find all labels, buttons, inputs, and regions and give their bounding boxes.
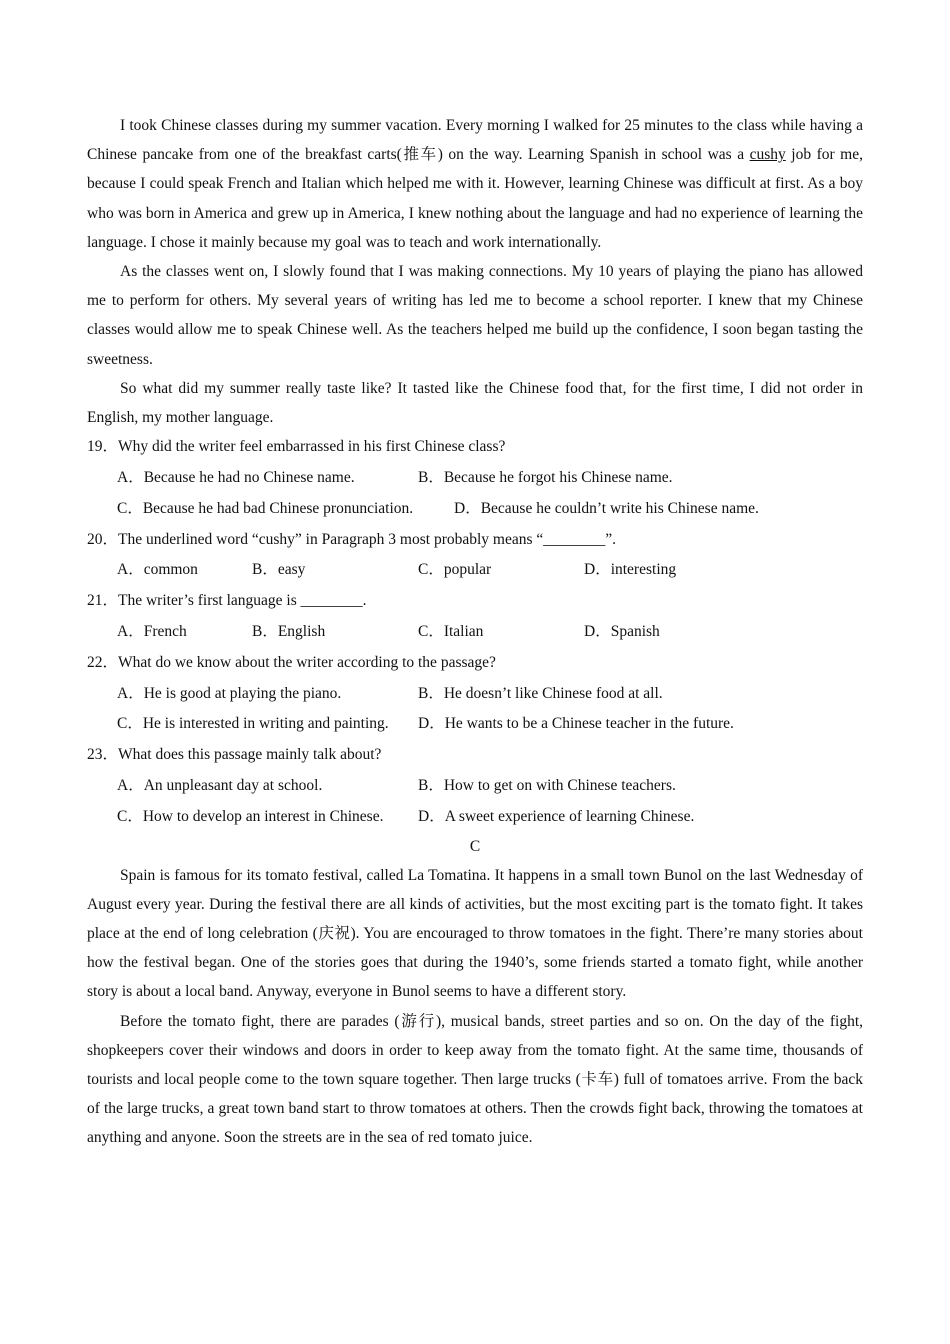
option-d: D．A sweet experience of learning Chinese. (418, 807, 695, 825)
options-row (87, 494, 863, 525)
option-c: C．He is interested in writing and painting. (117, 715, 389, 733)
option-b: B．Because he forgot his Chinese name. (418, 469, 673, 487)
underlined-word: cushy (749, 146, 786, 164)
option-c: C．Italian (418, 623, 484, 641)
options-row (87, 617, 863, 648)
document-content (87, 111, 863, 1153)
option-d: D．Spanish (584, 623, 660, 641)
options-row (87, 555, 863, 586)
option-b: B．English (252, 623, 326, 641)
options-row (87, 463, 863, 494)
option-a: A．common (117, 561, 198, 579)
option-d: D．He wants to be a Chinese teacher in the future. (418, 715, 734, 733)
options-row (87, 709, 863, 740)
paragraph-text: I took Chinese classes during my summer vacation. Every morning I walked for 25 minutes to the class while having a Chinese pancake from one of the breakfast carts(推车) on the way. Learning Spanish in school was a (87, 117, 863, 164)
question-19: 19．Why did the writer feel embarrassed in his first Chinese class? (87, 438, 506, 456)
question-20: 20．The underlined word “cushy” in Paragraph 3 most probably means “________”. (87, 530, 617, 548)
paragraph-text: job for me, because I could speak French and Italian which helped me with it. However, learning Chinese was difficult at first. As a boy who was born in America and grew up in America, I knew nothing about the language and had no experience of learning the language. I chose it mainly because my goal was to teach and work internationally. (87, 146, 863, 251)
passage-paragraph-2: As the classes went on, I slowly found that I was making connections. My 10 years of playing the piano has allowed me to perform for others. My several years of writing has led me to become a school reporter. I knew that my Chinese classes would allow me to speak Chinese well. As the teachers helped me build up the confidence, I soon began tasting the sweetness. (87, 263, 863, 368)
options-row (87, 802, 863, 833)
option-a: A．French (117, 623, 187, 641)
option-c: C．Because he had bad Chinese pronunciation. (117, 499, 414, 517)
section-heading: C (469, 837, 481, 855)
passage-paragraph-3: So what did my summer really taste like? It tasted like the Chinese food that, for the first time, I did not order in English, my mother language. (87, 379, 863, 427)
option-a: A．He is good at playing the piano. (117, 684, 342, 702)
passage-c-paragraph-1: Spain is famous for its tomato festival, called La Tomatina. It happens in a small town Bunol on the last Wednesday of August every year. During the festival there are all kinds of activities, but the most exciting part is the tomato fight. It takes place at the end of long celebration (庆祝). You are encouraged to throw tomatoes in the fight. There’re many stories about how the festival began. One of the stories goes that during the 1940’s, some friends started a tomato fight, while another story is about a local band. Anyway, everyone in Bunol seems to have a different story. (87, 866, 863, 1001)
option-a: A．Because he had no Chinese name. (117, 469, 355, 487)
option-c: C．popular (418, 561, 492, 579)
option-a: A．An unpleasant day at school. (117, 777, 323, 794)
option-b: B．easy (252, 561, 306, 579)
option-b: B．How to get on with Chinese teachers. (418, 777, 676, 794)
option-c: C．How to develop an interest in Chinese. (117, 807, 384, 825)
passage-c-paragraph-2: Before the tomato fight, there are parades (游行), musical bands, street parties and so on. On the day of the fight, shopkeepers cover their windows and doors in order to keep away from the tomato fight. At the same time, thousands of tourists and local people come to the town square together. Then large trucks (卡车) full of tomatoes arrive. From the back of the large trucks, a great town band start to throw tomatoes at others. Then the crowds fight back, throwing the tomatoes at anything and anyone. Soon the streets are in the sea of red tomato juice. (87, 1012, 863, 1147)
question-22: 22．What do we know about the writer according to the passage? (87, 653, 496, 671)
passage-paragraph-1 (87, 111, 863, 257)
options-row (87, 679, 863, 710)
options-row (87, 771, 863, 802)
question-21: 21．The writer’s first language is ________. (87, 592, 367, 610)
question-23: 23．What does this passage mainly talk about? (87, 746, 382, 764)
option-d: D．Because he couldn’t write his Chinese name. (454, 499, 759, 517)
option-b: B．He doesn’t like Chinese food at all. (418, 684, 663, 702)
option-d: D．interesting (584, 561, 677, 579)
